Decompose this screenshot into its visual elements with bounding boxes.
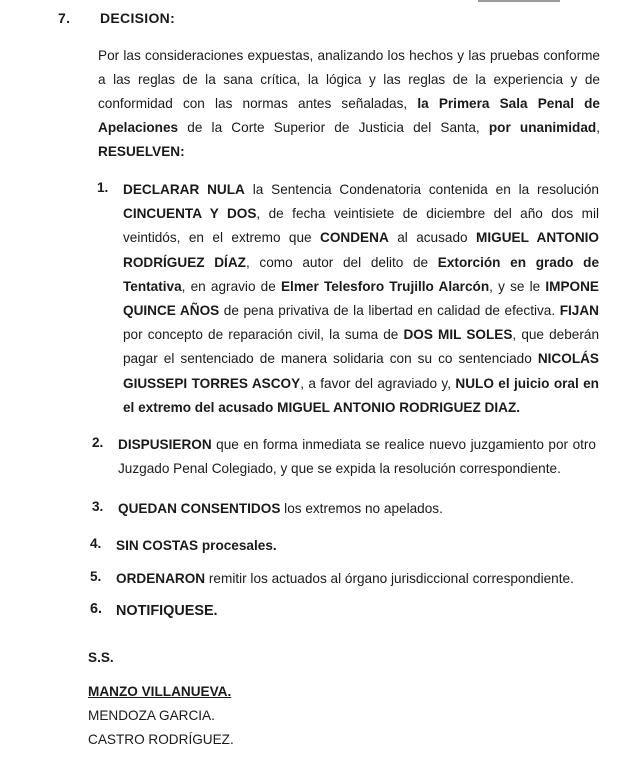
judge-name: MENDOZA GARCIA. xyxy=(88,708,215,723)
bold-text: IMPONE QUINCE AÑOS xyxy=(123,278,599,319)
resolution-item-1 xyxy=(123,178,599,420)
bold-text: NICOLÁS GIUSSEPI TORRES ASCOY xyxy=(123,351,599,391)
plain-text: los extremos no apelados. xyxy=(280,501,443,516)
bold-text: ORDENARON xyxy=(116,571,206,586)
judge-name: MANZO VILLANUEVA. xyxy=(88,684,232,699)
plain-text: de pena privativa de la libertad en calidad de efectiva. xyxy=(219,303,560,319)
intro-text: Por las consideraciones expuestas, analizando los hechos y las pruebas conforme a las reglas de la sana crítica, la lógica y las reglas de la experiencia y de conformidad con las normas antes señaladas, xyxy=(98,48,600,111)
bold-text: CINCUENTA Y DOS xyxy=(123,206,257,222)
resolution-item-6 xyxy=(116,599,594,623)
plain-text: por concepto de reparación civil, la suma de xyxy=(123,327,404,343)
resolution-item-5 xyxy=(116,567,594,591)
bold-text: MIGUEL ANTONIO RODRÍGUEZ DÍAZ xyxy=(123,230,599,270)
judge-name: CASTRO RODRÍGUEZ. xyxy=(88,732,234,747)
bold-text: DOS MIL SOLES xyxy=(403,327,513,343)
plain-text: , a favor del agraviado y, xyxy=(300,375,456,391)
plain-text: la Sentencia Condenatoria contenida en la resolución xyxy=(244,182,599,197)
item-number: 4. xyxy=(90,536,102,551)
item-number: 5. xyxy=(90,569,102,584)
intro-unanimity: por unanimidad xyxy=(488,120,597,135)
plain-text: , como autor del delito de xyxy=(245,254,438,270)
bold-text: DISPUSIERON xyxy=(118,437,212,452)
bold-text: NOTIFIQUESE. xyxy=(116,603,218,619)
item-number: 2. xyxy=(92,435,104,450)
bold-text: QUEDAN CONSENTIDOS xyxy=(118,501,281,516)
resolution-item-3 xyxy=(118,497,596,521)
plain-text: , de fecha veintisiete de diciembre del año dos mil veintidós, en el extremo que xyxy=(123,206,599,246)
plain-text: , que deberán pagar el sentenciado de manera solidaria con su co sentenciado xyxy=(123,327,600,367)
section-title: DECISION: xyxy=(100,10,176,26)
plain-text: remitir los actuados al órgano jurisdiccional correspondiente. xyxy=(205,571,574,586)
intro-resuelven: RESUELVEN: xyxy=(98,144,185,159)
bold-text: FIJAN xyxy=(559,303,599,319)
bold-text: Elmer Telesforo Trujillo Alarcón xyxy=(280,278,490,294)
section-number: 7. xyxy=(58,10,71,26)
signature-ss: S.S. xyxy=(88,650,114,665)
bold-text: DECLARAR NULA xyxy=(123,182,245,197)
intro-court-name: la Primera Sala Penal de Apelaciones xyxy=(98,96,600,135)
bold-text: Extorción en grado de Tentativa xyxy=(123,254,600,294)
plain-text: , y se le xyxy=(489,278,546,294)
plain-text: , en agravio de xyxy=(181,278,281,294)
page-edge-mark xyxy=(478,0,560,2)
bold-text: CONDENA xyxy=(320,230,389,246)
bold-text: SIN COSTAS procesales. xyxy=(116,538,277,553)
bold-text: NULO el juicio oral en el extremo del acusado MIGUEL ANTONIO RODRIGUEZ DIAZ. xyxy=(123,375,599,415)
item-number: 3. xyxy=(92,499,104,514)
item-number: 1. xyxy=(97,180,109,195)
intro-text: , xyxy=(596,120,600,135)
plain-text: al acusado xyxy=(388,230,477,246)
item-number: 6. xyxy=(90,601,103,617)
intro-paragraph xyxy=(98,44,600,164)
resolution-item-4 xyxy=(116,534,594,558)
plain-text: que en forma inmediata se realice nuevo juzgamiento por otro Juzgado Penal Colegiado, y que se expida la resolución correspondiente. xyxy=(118,437,596,477)
intro-text: de la Corte Superior de Justicia del Santa, xyxy=(178,120,489,135)
resolution-item-2 xyxy=(118,433,596,481)
